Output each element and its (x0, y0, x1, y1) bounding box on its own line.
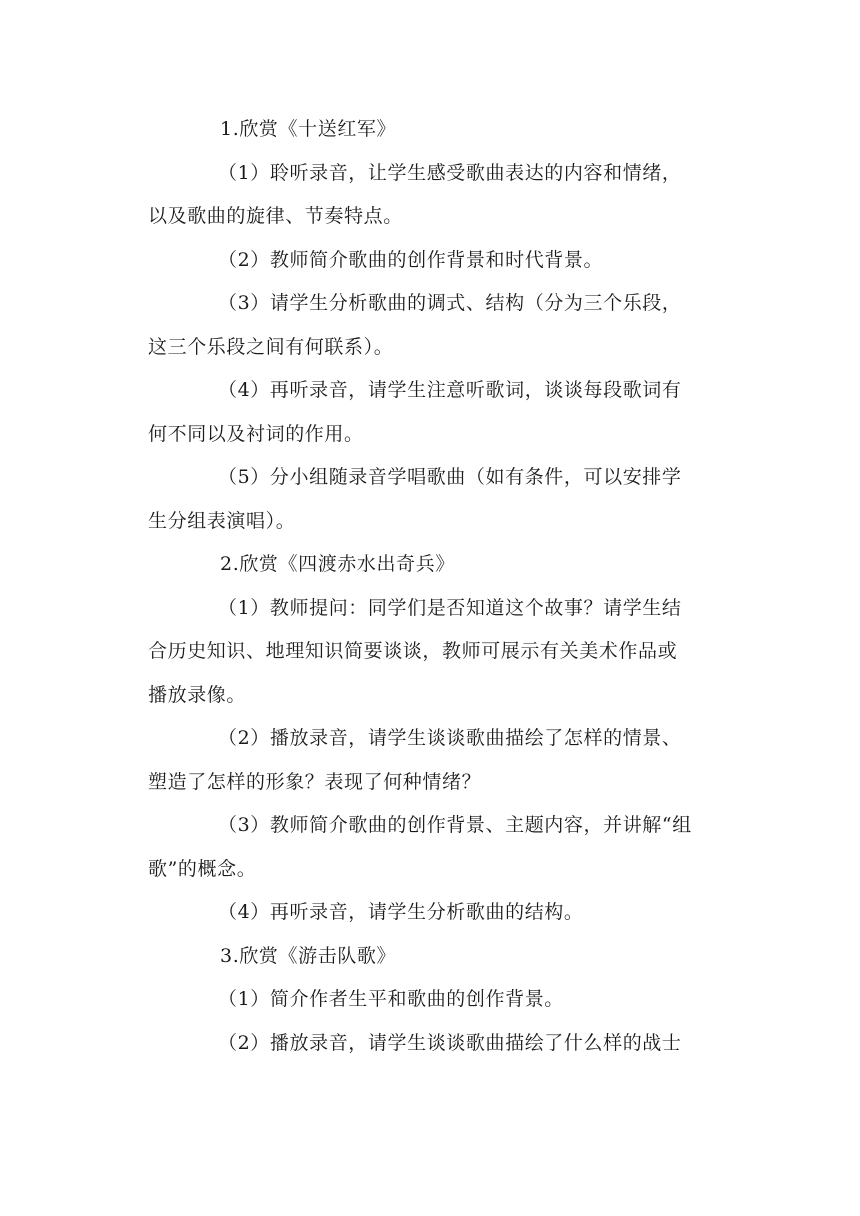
section-heading-2: 2.欣赏《四渡赤水出奇兵》 (220, 553, 455, 575)
paragraph-line: （4）再听录音，请学生注意听歌词，谈谈每段歌词有 (218, 379, 682, 401)
paragraph-line: （2）教师简介歌曲的创作背景和时代背景。 (218, 248, 604, 271)
paragraph-line: （5）分小组随录音学唱歌曲（如有条件，可以安排学 (218, 466, 682, 488)
paragraph-line: （4）再听录音，请学生分析歌曲的结构。 (218, 901, 584, 923)
paragraph-line: （3）请学生分析歌曲的调式、结构（分为三个乐段， (218, 292, 682, 314)
paragraph-line: （1）教师提问：同学们是否知道这个故事？请学生结 (218, 596, 682, 619)
paragraph-line: 生分组表演唱）。 (148, 509, 296, 532)
section-heading-1: 1.欣赏《十送红军》 (220, 118, 397, 140)
paragraph-line: 塑造了怎样的形象？表现了何种情绪？ (148, 770, 482, 793)
paragraph-line: （1）简介作者生平和歌曲的创作背景。 (218, 988, 564, 1010)
section-heading-3: 3.欣赏《游击队歌》 (220, 944, 397, 967)
paragraph-line: （2）播放录音，请学生谈谈歌曲描绘了怎样的情景、 (218, 727, 682, 749)
document-body (148, 108, 718, 1065)
paragraph-line: （2）播放录音，请学生谈谈歌曲描绘了什么样的战士 (218, 1031, 682, 1054)
paragraph-line: 播放录像。 (148, 683, 247, 706)
paragraph-line: 歌”的概念。 (148, 857, 257, 880)
paragraph-line: 何不同以及衬词的作用。 (148, 422, 364, 445)
paragraph-line: 合历史知识、地理知识简要谈谈，教师可展示有关美术作品或 (148, 640, 678, 662)
paragraph-line: 以及歌曲的旋律、节奏特点。 (148, 205, 403, 227)
paragraph-line: 这三个乐段之间有何联系）。 (148, 335, 394, 358)
paragraph-line: （3）教师简介歌曲的创作背景、主题内容，并讲解“组 (218, 814, 692, 836)
paragraph-line: （1）聆听录音，让学生感受歌曲表达的内容和情绪， (218, 161, 682, 184)
